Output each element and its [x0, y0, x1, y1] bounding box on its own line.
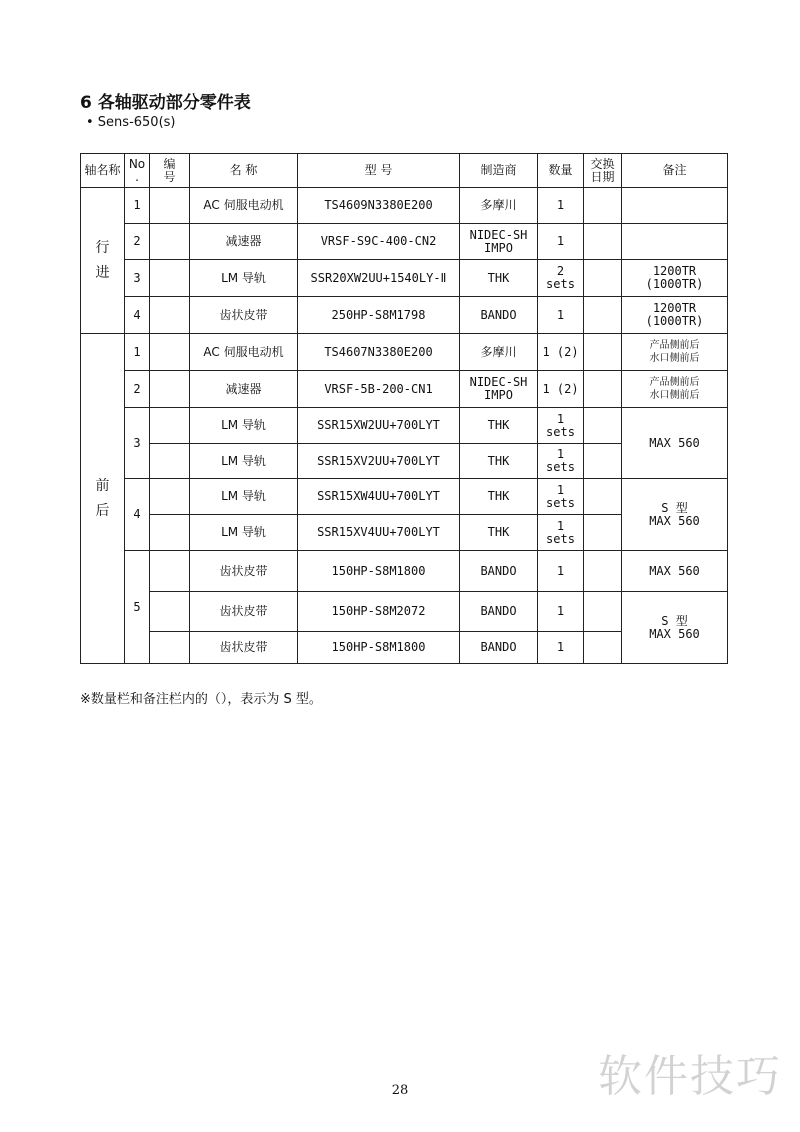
row-qty: 1 — [538, 297, 584, 334]
axis-group-frontrear: 前 后 — [81, 334, 125, 664]
section-heading: 6 各轴驱动部分零件表 — [80, 93, 251, 113]
row-remark: S 型 MAX 560 — [622, 479, 728, 551]
row-remark — [622, 188, 728, 224]
row-date — [584, 551, 622, 592]
header-model: 型 号 — [298, 154, 460, 188]
row-model: VRSF-S9C-400-CN2 — [298, 224, 460, 260]
row-qty: 1 — [538, 592, 584, 632]
row-code — [150, 408, 190, 444]
row-qty: 1 sets — [538, 479, 584, 515]
row-model: 250HP-S8M1798 — [298, 297, 460, 334]
row-date — [584, 515, 622, 551]
row-remark: S 型 MAX 560 — [622, 592, 728, 664]
row-name: 齿状皮带 — [190, 632, 298, 664]
row-maker: THK — [460, 260, 538, 297]
row-name: LM 导轨 — [190, 479, 298, 515]
row-maker: 多摩川 — [460, 188, 538, 224]
row-qty: 1 sets — [538, 515, 584, 551]
row-model: 150HP-S8M2072 — [298, 592, 460, 632]
row-name: LM 导轨 — [190, 515, 298, 551]
table-row — [81, 224, 728, 260]
row-no: 4 — [125, 479, 150, 551]
row-name: 齿状皮带 — [190, 592, 298, 632]
row-model: 150HP-S8M1800 — [298, 551, 460, 592]
row-maker: 多摩川 — [460, 334, 538, 371]
row-date — [584, 334, 622, 371]
row-qty: 1 — [538, 224, 584, 260]
row-code — [150, 632, 190, 664]
row-code — [150, 479, 190, 515]
row-remark: MAX 560 — [622, 551, 728, 592]
header-code: 编 号 — [150, 154, 190, 188]
table-row — [81, 551, 728, 592]
row-maker: THK — [460, 515, 538, 551]
row-qty: 2 sets — [538, 260, 584, 297]
row-maker: NIDEC-SH IMPO — [460, 371, 538, 408]
row-code — [150, 260, 190, 297]
row-maker: THK — [460, 408, 538, 444]
row-no: 1 — [125, 334, 150, 371]
header-date: 交换 日期 — [584, 154, 622, 188]
row-model: 150HP-S8M1800 — [298, 632, 460, 664]
row-model: VRSF-5B-200-CN1 — [298, 371, 460, 408]
row-qty: 1 sets — [538, 444, 584, 479]
header-name: 名 称 — [190, 154, 298, 188]
row-maker: BANDO — [460, 551, 538, 592]
table-header-row — [81, 154, 728, 188]
row-name: LM 导轨 — [190, 444, 298, 479]
row-model: TS4609N3380E200 — [298, 188, 460, 224]
row-maker: THK — [460, 444, 538, 479]
row-date — [584, 260, 622, 297]
row-name: LM 导轨 — [190, 408, 298, 444]
row-date — [584, 632, 622, 664]
header-axis: 轴名称 — [81, 154, 125, 188]
row-model: SSR15XW2UU+700LYT — [298, 408, 460, 444]
row-code — [150, 551, 190, 592]
model-subheading: • Sens-650(s) — [86, 115, 176, 130]
row-no: 4 — [125, 297, 150, 334]
row-maker: BANDO — [460, 632, 538, 664]
row-date — [584, 224, 622, 260]
row-date — [584, 297, 622, 334]
row-name: AC 伺服电动机 — [190, 334, 298, 371]
row-code — [150, 444, 190, 479]
row-name: 齿状皮带 — [190, 551, 298, 592]
table-row — [81, 371, 728, 408]
row-remark: MAX 560 — [622, 408, 728, 479]
header-no: No . — [125, 154, 150, 188]
row-name: 减速器 — [190, 224, 298, 260]
row-code — [150, 515, 190, 551]
row-maker: THK — [460, 479, 538, 515]
row-code — [150, 297, 190, 334]
table-row — [81, 260, 728, 297]
row-remark: 1200TR (1000TR) — [622, 260, 728, 297]
row-model: SSR15XV4UU+700LYT — [298, 515, 460, 551]
row-date — [584, 188, 622, 224]
row-remark — [622, 224, 728, 260]
row-qty: 1 sets — [538, 408, 584, 444]
row-maker: NIDEC-SH IMPO — [460, 224, 538, 260]
row-qty: 1 — [538, 188, 584, 224]
row-date — [584, 444, 622, 479]
row-date — [584, 479, 622, 515]
header-qty: 数量 — [538, 154, 584, 188]
table-row — [81, 592, 728, 632]
row-model: TS4607N3380E200 — [298, 334, 460, 371]
row-qty: 1 — [538, 551, 584, 592]
row-code — [150, 371, 190, 408]
row-no: 2 — [125, 371, 150, 408]
row-no: 5 — [125, 551, 150, 664]
row-name: 减速器 — [190, 371, 298, 408]
row-maker: BANDO — [460, 297, 538, 334]
row-no: 2 — [125, 224, 150, 260]
row-qty: 1 (2) — [538, 371, 584, 408]
row-code — [150, 188, 190, 224]
table-row — [81, 297, 728, 334]
row-qty: 1 — [538, 632, 584, 664]
footnote: ※数量栏和备注栏内的（），表示为 S 型。 — [80, 692, 322, 707]
row-name: 齿状皮带 — [190, 297, 298, 334]
row-date — [584, 371, 622, 408]
row-model: SSR20XW2UU+1540LY-Ⅱ — [298, 260, 460, 297]
watermark: 软件技巧 — [598, 1051, 782, 1102]
row-no: 3 — [125, 408, 150, 479]
table-row — [81, 479, 728, 515]
table-row — [81, 188, 728, 224]
row-code — [150, 334, 190, 371]
row-date — [584, 592, 622, 632]
row-model: SSR15XW4UU+700LYT — [298, 479, 460, 515]
header-maker: 制造商 — [460, 154, 538, 188]
table-row — [81, 334, 728, 371]
row-name: LM 导轨 — [190, 260, 298, 297]
row-code — [150, 224, 190, 260]
row-remark: 1200TR (1000TR) — [622, 297, 728, 334]
row-remark: 产品侧前后 水口侧前后 — [622, 371, 728, 408]
row-remark: 产品侧前后 水口侧前后 — [622, 334, 728, 371]
header-remark: 备注 — [622, 154, 728, 188]
row-maker: BANDO — [460, 592, 538, 632]
row-date — [584, 408, 622, 444]
row-qty: 1 (2) — [538, 334, 584, 371]
row-no: 1 — [125, 188, 150, 224]
row-code — [150, 592, 190, 632]
axis-group-travel: 行 进 — [81, 188, 125, 334]
row-model: SSR15XV2UU+700LYT — [298, 444, 460, 479]
row-no: 3 — [125, 260, 150, 297]
row-name: AC 伺服电动机 — [190, 188, 298, 224]
page-number: 28 — [391, 1083, 409, 1098]
table-row — [81, 408, 728, 444]
parts-table — [80, 153, 728, 664]
